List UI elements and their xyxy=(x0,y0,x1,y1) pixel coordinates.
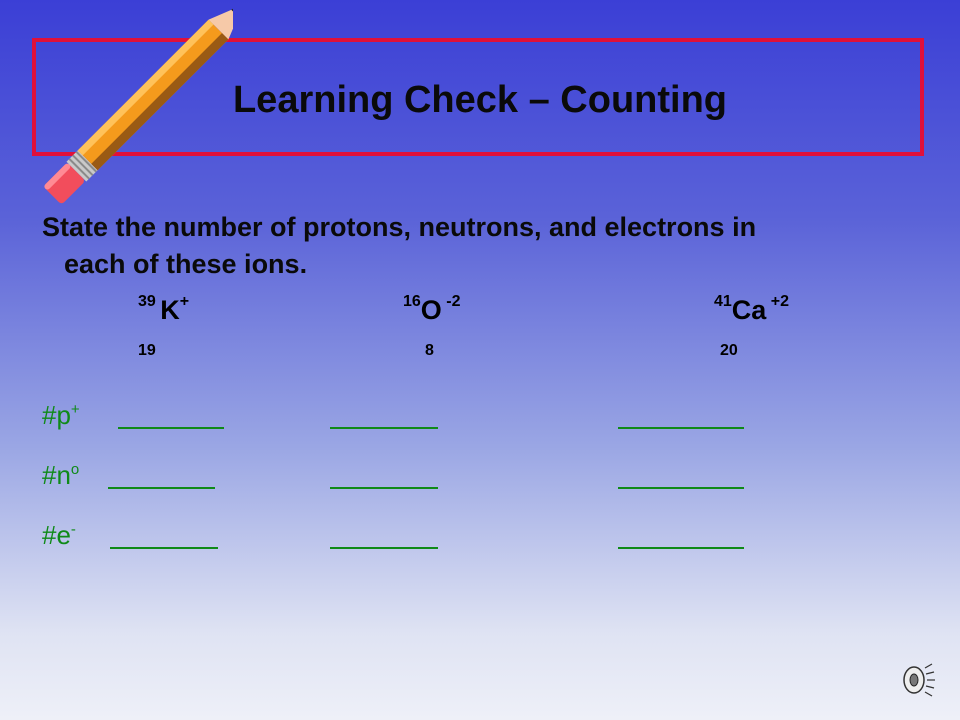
row-superscript: o xyxy=(70,461,80,478)
ion-symbol: K xyxy=(160,295,180,325)
instruction-line-1: State the number of protons, neutrons, and electrons in xyxy=(42,212,757,242)
ion-mass-number: 39 xyxy=(138,293,156,310)
row-prefix: #p xyxy=(42,400,71,430)
ion-symbol: O xyxy=(420,295,442,325)
answer-blank[interactable] xyxy=(618,427,744,429)
answer-blank[interactable] xyxy=(330,487,438,489)
ion-oxygen xyxy=(403,295,461,326)
row-label-neutrons xyxy=(42,460,79,491)
ion-charge: -2 xyxy=(446,293,461,310)
answer-blank[interactable] xyxy=(108,487,215,489)
ion-atomic-number: 8 xyxy=(425,342,434,359)
ion-atomic-number: 19 xyxy=(138,342,156,359)
ion-calcium xyxy=(714,295,789,326)
pencil-icon xyxy=(18,0,233,212)
ion-charge: + xyxy=(179,293,190,310)
ion-mass-number: 41 xyxy=(714,293,732,310)
row-label-electrons xyxy=(42,520,76,551)
ion-mass-number: 16 xyxy=(403,293,421,310)
slide-title: Learning Check – Counting xyxy=(232,79,728,121)
answer-blank[interactable] xyxy=(330,547,438,549)
instruction-line-2: each of these ions. xyxy=(64,249,308,279)
ion-charge: +2 xyxy=(770,293,790,310)
answer-blank[interactable] xyxy=(118,427,224,429)
row-superscript: + xyxy=(70,401,80,418)
row-prefix: #e xyxy=(42,520,71,550)
ion-atomic-number: 20 xyxy=(720,342,738,359)
answer-blank[interactable] xyxy=(330,427,438,429)
answer-blank[interactable] xyxy=(110,547,218,549)
row-prefix: #n xyxy=(42,460,71,490)
row-label-protons xyxy=(42,400,80,431)
ion-symbol: Ca xyxy=(731,295,767,325)
speaker-icon[interactable] xyxy=(900,660,940,700)
answer-blank[interactable] xyxy=(618,487,744,489)
row-superscript: - xyxy=(70,521,76,538)
ion-potassium xyxy=(138,295,189,326)
answer-blank[interactable] xyxy=(618,547,744,549)
